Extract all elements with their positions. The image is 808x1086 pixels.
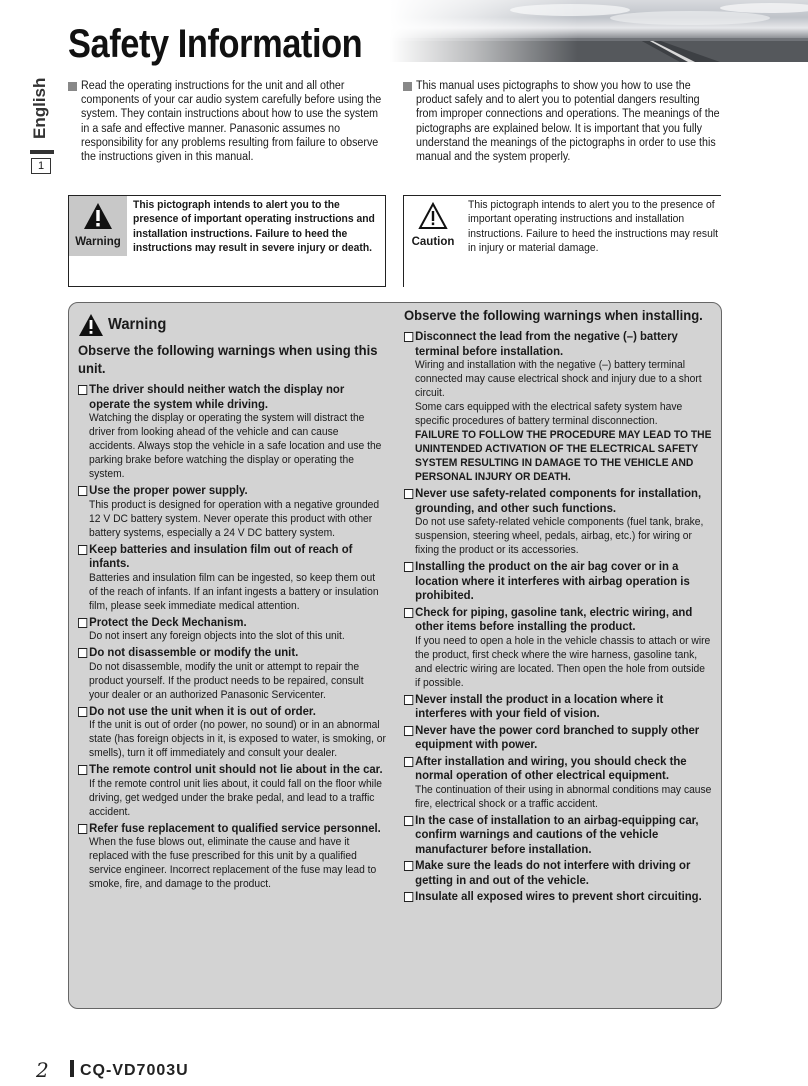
list-item [78,762,388,819]
item-heading: Keep batteries and insulation film out of reach of infants. [78,542,386,571]
list-item [78,645,388,702]
list-item [78,542,388,613]
item-heading: Insulate all exposed wires to prevent short circuiting. [404,889,712,904]
warning-pictograph-box [68,195,386,287]
item-body: Batteries and insulation film can be ingested, so keep them out of the reach of infants. If an infant ingests a battery or insulation film, please seek immediate medical attention. [89,571,379,612]
item-heading: After installation and wiring, you should check the normal operation of other electrical equipment. [404,754,712,783]
list-item [404,692,714,721]
list-item [404,889,714,904]
item-heading: Make sure the leads do not interfere with driving or getting in and out of the vehicle. [404,858,712,887]
intro-right-text: This manual uses pictographs to show you how to use the product safely and to alert you to potential dangers resulting from improper connections and operations. The meanings of the pictographs are explained below. It is important that you fully understand the meanings of the pictographs in order to use this manual and the system properly. [416,80,720,164]
warning-pictograph [69,196,127,256]
item-heading: Disconnect the lead from the negative (–) battery terminal before installation. [404,329,712,358]
item-body: If the unit is out of order (no power, no sound) or in an abnormal state (has foreign objects in it, is exposed to water, is smoking, or smells), turn it off immediately and consult your dealer. [89,719,386,759]
warning-triangle-icon [78,313,104,337]
item-heading: In the case of installation to an airbag-equipping car, confirm warnings and cautions of the vehicle manufacturer before installation. [404,813,712,857]
list-item [404,723,714,752]
intro-left [68,79,390,164]
list-item [78,483,388,540]
header-banner-image [390,0,808,62]
list-item [404,754,714,811]
caution-pictograph-label: Caution [411,236,455,248]
model-code: CQ-VD7003U [70,1060,189,1080]
caution-pictograph-text: This pictograph intends to alert you to the presence of important operating instructions and installation instructions. Failure to heed the instructions may result in injury or material damage. [468,199,719,254]
list-item [404,486,714,557]
item-body: Do not disassemble, modify the unit or attempt to repair the product yourself. If the product needs to be repaired, consult your dealer or an authorized Panasonic Servicenter. [89,660,364,701]
page-number: 2 [36,1058,49,1082]
warning-triangle-icon [83,202,113,230]
installing-section-heading: Observe the following warnings when installing. [404,308,703,324]
item-heading: Never use safety-related components for installation, grounding, and other such functions. [404,486,712,515]
item-heading: Never have the power cord branched to supply other equipment with power. [404,723,712,752]
tab-divider [30,150,54,154]
intro-right [403,79,725,164]
warning-box-header [78,310,388,340]
item-body: Some cars equipped with the electrical safety system have specific procedures of battery terminal disconnection. [415,401,683,427]
item-body: Watching the display or operating the system will distract the driver from looking ahead of the vehicle and can cause accidents. Always stop the vehicle in a safe location and use the parking brake before watching the display or operating the system. [89,412,382,480]
item-body: If the remote control unit lies about, it could fall on the floor while driving, get wedged under the brake pedal, and lead to a traffic accident. [89,777,382,818]
section-number: 1 [31,158,51,174]
list-item [404,605,714,690]
item-heading: Protect the Deck Mechanism. [78,615,386,630]
item-heading: Installing the product on the air bag cover or in a location where it interferes with airbag operation is prohibited. [404,559,712,603]
caution-triangle-icon [418,202,448,230]
list-item [78,704,388,761]
list-item [78,382,388,481]
warning-pictograph-text: This pictograph intends to alert you to the presence of important operating instructions and installation instructions. Failure to heed the instructions may result in severe injury or death. [133,199,375,254]
item-body: When the fuse blows out, eliminate the cause and have it replaced with the fuse prescribed for this unit by a qualified service engineer. Incorrect replacement of the fuse may lead to smoke, fire, and damage to the product. [89,836,377,890]
list-item [404,559,714,603]
item-heading: The remote control unit should not lie about in the car. [78,762,386,777]
list-item [404,329,714,484]
intro-left-text: Read the operating instructions for the unit and all other components of your car audio system carefully before using the system. They contain instructions about how to use the system in a safe and effective manner. Panasonic assumes no responsibility for any problems resulting from failure to observe the instructions given in this manual. [81,80,382,164]
item-body: If you need to open a hole in the vehicle chassis to attach or wire the product, first check where the wire harness, gasoline tank, and electric wiring are located. Then open the hole from outside if possible. [415,634,711,689]
item-body-caps: FAILURE TO FOLLOW THE PROCEDURE MAY LEAD TO THE UNINTENDED ACTIVATION OF THE ELECTRICAL SAFETY SYSTEM RESULTING IN DAMAGE TO THE VEHICLE AND PERSONAL INJURY OR DEATH. [415,429,712,483]
item-body: This product is designed for operation with a negative grounded 12 V DC battery system. Never operate this product with other battery systems, especially a 24 V DC battery system. [89,498,380,539]
item-heading: The driver should neither watch the display nor operate the system while driving. [78,382,386,411]
item-body: Do not use safety-related vehicle components (fuel tank, brake, suspension, steering wheel, pedals, airbag, etc.) for wiring or fixing the product or its accessories. [415,516,704,556]
using-section-heading: Observe the following warnings when using this unit. [78,343,378,377]
list-item [78,615,388,644]
page-title: Safety Information [68,22,363,66]
item-body: Do not insert any foreign objects into the slot of this unit. [89,630,345,642]
warning-box-title: Warning [108,316,167,333]
list-item [404,813,714,857]
caution-pictograph-box [403,195,721,287]
item-heading: Do not disassemble or modify the unit. [78,645,386,660]
item-heading: Do not use the unit when it is out of order. [78,704,386,719]
language-label: English [30,77,49,139]
item-heading: Use the proper power supply. [78,483,386,498]
language-tab [28,62,56,174]
item-heading: Never install the product in a location where it interferes with your field of vision. [404,692,712,721]
item-heading: Check for piping, gasoline tank, electric wiring, and other items before installing the product. [404,605,712,634]
item-body: The continuation of their using in abnormal conditions may cause fire, electrical shock or a traffic accident. [415,783,712,810]
caution-pictograph [404,196,462,256]
item-heading: Refer fuse replacement to qualified service personnel. [78,821,386,836]
item-body: Wiring and installation with the negative (–) battery terminal connected may cause electrical shock and injury due to a short circuit. [415,359,702,399]
warning-right-column [404,307,714,906]
list-item [404,858,714,887]
warning-left-column [78,310,388,893]
list-item [78,821,388,892]
warning-pictograph-label: Warning [75,236,121,248]
